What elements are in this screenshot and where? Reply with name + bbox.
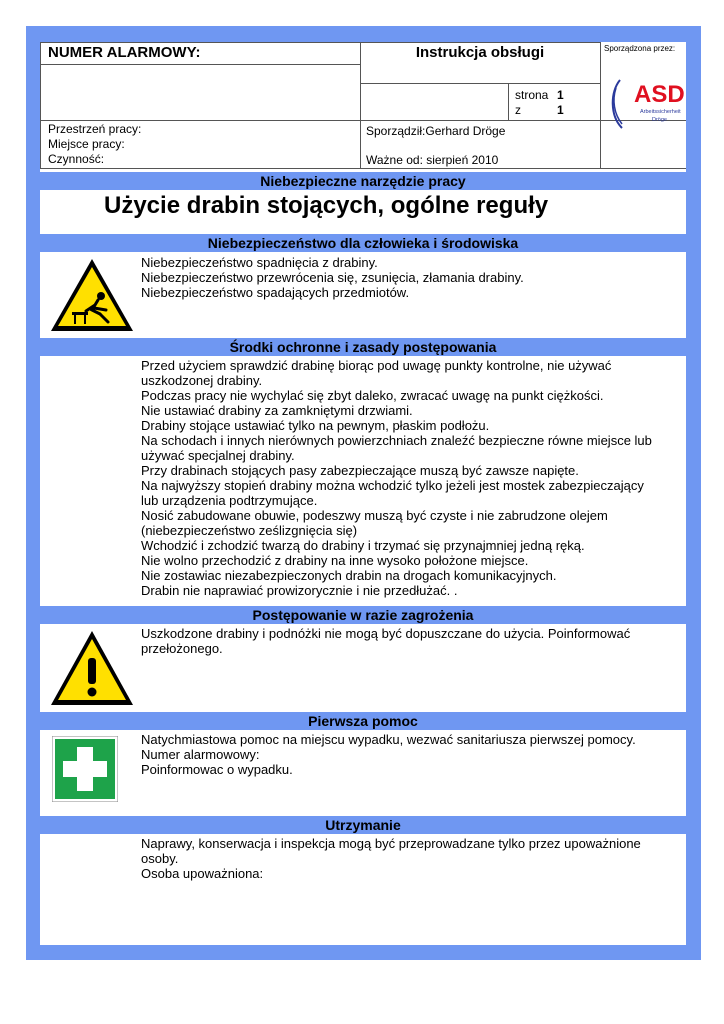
measure-line: Nie ustawiać drabiny za zamkniętymi drzwiami. <box>141 403 413 418</box>
measure-line: Nosić zabudowane obuwie, podeszwy muszą być czyste i nie zabrudzone olejem <box>141 508 608 523</box>
emergency-text <box>141 626 686 656</box>
page-total: 1 <box>557 103 564 117</box>
maintenance-line: Naprawy, konserwacja i inspekcja mogą być przeprowadzane tylko przez upoważnione <box>141 836 641 851</box>
page-label: strona <box>515 88 549 102</box>
svg-text:Arbeitssicherheit: Arbeitssicherheit <box>640 109 681 115</box>
hazard-line: Niebezpieczeństwo spadnięcia z drabiny. <box>141 255 378 270</box>
grid-line <box>508 83 509 120</box>
measure-line: używać specjalnej drabiny. <box>141 448 295 463</box>
section-bar-first-aid: Pierwsza pomoc <box>40 712 686 730</box>
svg-text:Dröge: Dröge <box>652 117 667 123</box>
emergency-number-label: NUMER ALARMOWY: <box>48 44 201 61</box>
maintenance-line: osoby. <box>141 851 179 866</box>
valid-from-label: Ważne od: sierpień 2010 <box>366 153 499 167</box>
asd-logo <box>608 72 688 138</box>
grid-line <box>40 120 686 121</box>
measure-line: Przy drabinach stojących pasy zabezpieczające muszą być zawsze napięte. <box>141 463 579 478</box>
first-aid-line: Natychmiastowa pomoc na miejscu wypadku, wezwać sanitariusza pierwszej pomocy. <box>141 732 636 747</box>
emergency-line: przełożonego. <box>141 641 223 656</box>
first-aid-line: Poinformowac o wypadku. <box>141 762 293 777</box>
measure-line: Przed użyciem sprawdzić drabinę biorąc pod uwagę punkty kontrolne, nie używać <box>141 358 612 373</box>
measure-line: Podczas pracy nie wychylać się zbyt daleko, zwracać uwagę na punkt ciężkości. <box>141 388 604 403</box>
first-aid-icon <box>52 736 118 802</box>
grid-line <box>40 64 360 65</box>
first-aid-line: Numer alarmowowy: <box>141 747 260 762</box>
measure-line: Nie zostawiac niezabezpieczonych drabin na drogach komunikacyjnych. <box>141 568 557 583</box>
measure-line: uszkodzonej drabiny. <box>141 373 263 388</box>
first-aid-text <box>141 732 686 777</box>
grid-line <box>40 42 600 43</box>
activity-label: Czynność: <box>48 152 105 166</box>
page-of-label: z <box>515 103 521 117</box>
section-bar-protective-measures: Środki ochronne i zasady postępowania <box>40 338 686 356</box>
measure-line: (niebezpieczeństwo ześlizgnięcia się) <box>141 523 358 538</box>
section-bar-emergency-procedure: Postępowanie w razie zagrożenia <box>40 606 686 624</box>
measures-text <box>141 358 686 598</box>
author-label: Sporządził:Gerhard Dröge <box>366 124 506 138</box>
fall-hazard-warning-icon <box>48 256 136 334</box>
grid-line <box>40 42 41 168</box>
page-title: Użycie drabin stojących, ogólne reguły <box>104 192 549 219</box>
section-bar-hazards: Niebezpieczeństwo dla człowieka i środowiska <box>40 234 686 252</box>
grid-line <box>40 168 686 169</box>
workspace-label: Przestrzeń pracy: <box>48 122 142 136</box>
document-type-title: Instrukcja obsługi <box>415 44 545 61</box>
measure-line: Drabin nie naprawiać prowizorycznie i nie przedłużać. . <box>141 583 458 598</box>
measure-line: Nie wolno przechodzić z drabiny na inne wysoko położone miejsce. <box>141 553 529 568</box>
measure-line: Na najwyższy stopień drabiny można wchodzić tylko jeżeli jest mostek zabezpieczający <box>141 478 644 493</box>
grid-line <box>600 42 601 168</box>
hazard-line: Niebezpieczeństwo spadających przedmiotów. <box>141 285 410 300</box>
measure-line: Wchodzić i zchodzić twarzą do drabiny i trzymać się przynajmniej jedną ręką. <box>141 538 585 553</box>
location-label: Miejsce pracy: <box>48 137 125 151</box>
maintenance-text <box>141 836 686 881</box>
section-bar-hazardous-tool: Niebezpieczne narzędzie pracy <box>40 172 686 190</box>
prepared-by-label: Sporządzona przez: <box>604 44 676 53</box>
hazards-text <box>141 255 686 300</box>
general-warning-icon <box>48 628 136 708</box>
page-number: 1 <box>557 88 564 102</box>
maintenance-line: Osoba upoważniona: <box>141 866 264 881</box>
measure-line: lub urządzenia podtrzymujące. <box>141 493 318 508</box>
measure-line: Na schodach i innych nierównych powierzchniach znaleźć bezpieczne równe miejsce lub <box>141 433 652 448</box>
measure-line: Drabiny stojące ustawiać tylko na pewnym, płaskim podłożu. <box>141 418 490 433</box>
emergency-line: Uszkodzone drabiny i podnóżki nie mogą być dopuszczane do użycia. Poinformować <box>141 626 631 641</box>
section-bar-maintenance: Utrzymanie <box>40 816 686 834</box>
grid-line <box>360 83 600 84</box>
svg-text:ASD: ASD <box>634 81 685 108</box>
hazard-line: Niebezpieczeństwo przewrócenia się, zsunięcia, złamania drabiny. <box>141 270 524 285</box>
